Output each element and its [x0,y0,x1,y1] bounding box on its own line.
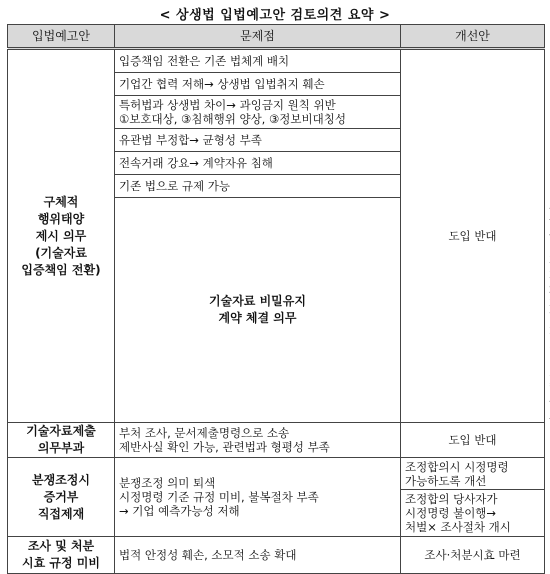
label-line: 의무부과 [37,441,85,455]
table-row [8,49,545,73]
label-line: (기술자료 [35,245,87,260]
header-problems: 문제점 [115,25,401,49]
label-line: 직접제재 [37,506,85,521]
improvement-cell [401,458,545,490]
label-line: 조사 및 처분 [27,539,95,553]
problem-cell: 기업간 협력 저해→ 상생법 입법취지 훼손 [115,73,401,96]
improvement-line: 조정합의 당사자가 [405,492,498,506]
improvement-cell [401,490,545,537]
improvement-cell: 도입 반대 [401,423,545,458]
label-line: 증거부 [43,489,79,504]
problem-cell: 법적 안정성 훼손, 소모적 소송 확대 [115,537,401,574]
label-line: 분쟁조정시 [32,472,90,487]
improvement-line: 가능하도록 개선 [405,473,487,488]
section3-label [8,423,115,458]
label-line: 계약 체결 의무 [218,311,297,325]
label-line: 구체적 [43,194,79,209]
label-line: 행위태양 [37,211,85,226]
problem-cell [115,96,401,129]
problem-cell: 기존 법으로 규제 가능 [115,175,401,198]
header-improvement: 개선안 [401,25,545,49]
problem-line: 분쟁조정 의미 퇴색 [119,476,216,490]
section2-label [115,198,401,423]
problem-cell: 전속거래 강요→ 계약자유 침해 [115,152,401,175]
problem-line: ①보호대상, ③침해행위 양상, ③정보비대칭성 [119,112,346,126]
improvement-line: 처벌× 조사절차 개시 [405,520,511,534]
problem-cell: 입증책임 전환은 기존 법체계 배치 [115,49,401,73]
improvement-cell: 조사·처분시효 마련 [401,537,545,574]
problem-cell [115,423,401,458]
label-line: 입증책임 전환) [21,262,101,277]
problem-cell: 유관법 부정합→ 균형성 부족 [115,129,401,152]
table-row [8,458,545,490]
problem-line: 특허법과 상생법 차이→ 과잉금지 원칙 위반 [119,98,336,112]
section5-label [8,537,115,574]
problem-cell [115,458,401,537]
table-row [8,423,545,458]
improvement-line: 조정합의시 시정명령 [405,459,509,474]
problem-line: 부처 조사, 문서제출명령으로 소송 [119,426,290,440]
section4-label [8,458,115,537]
header-row [8,25,545,49]
header-bill: 입법예고안 [8,25,115,49]
problem-line: 시정명령 기준 규정 미비, 불복절차 부족 [119,490,319,504]
problem-line: → 기업 예측가능성 저해 [119,504,240,518]
label-line: 시효 규정 미비 [22,556,100,570]
problem-line: 제반사실 확인 가능, 관련법과 형평성 부족 [119,440,330,454]
section1-label [8,49,115,423]
label-line: 기술자료제출 [26,424,96,438]
improvement-cell: 도입 반대 [401,49,545,423]
review-summary-table [7,24,545,574]
label-line: 제시 의무 [35,228,87,243]
table-row [8,537,545,574]
page-title: < 상생법 입법예고안 검토의견 요약 > [159,8,391,23]
improvement-line: 시정명령 불이행→ [405,506,497,520]
label-line: 기술자료 비밀유지 [209,294,306,308]
